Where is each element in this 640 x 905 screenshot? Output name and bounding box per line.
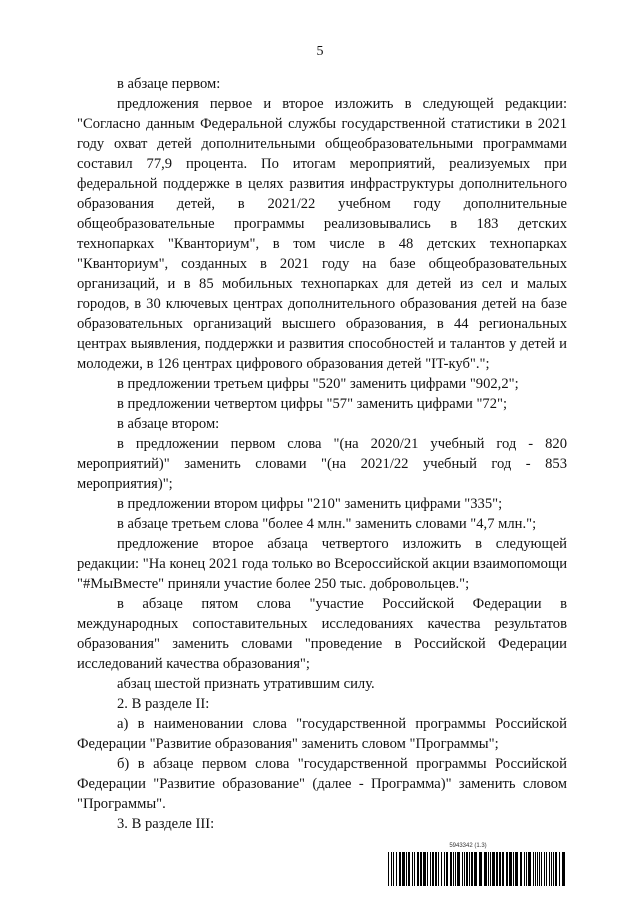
barcode-bar	[393, 852, 394, 886]
barcode-bar	[555, 852, 557, 886]
paragraph: в абзаце первом:	[117, 76, 221, 92]
barcode-bar	[444, 852, 445, 886]
barcode-bar	[553, 852, 554, 886]
barcode-bar	[496, 852, 498, 886]
paragraph: абзац шестой признать утратившим силу.	[117, 676, 375, 692]
barcode-bar	[488, 852, 489, 886]
paragraph: а) в наименовании слова "государственной программы Российской Федерации "Развитие образования" заменить словом "Программы";	[77, 716, 567, 752]
barcode-bar	[526, 852, 527, 886]
barcode-bar	[471, 852, 473, 886]
barcode-bar	[450, 852, 452, 886]
barcode-bar	[502, 852, 504, 886]
barcode-bar	[520, 852, 522, 886]
barcode-bar	[412, 852, 413, 886]
barcode-bar	[469, 852, 470, 886]
barcode-bar	[535, 852, 536, 886]
barcode-bar	[430, 852, 431, 886]
paragraph: в предложении первом слова "(на 2020/21 учебный год - 820 мероприятий)" заменить словами "(на 2021/22 учебный год - 853 мероприятия)";	[77, 436, 567, 492]
barcode-bar	[453, 852, 454, 886]
barcode-bar	[509, 852, 512, 886]
barcode-bar	[562, 852, 565, 886]
barcode-bar	[388, 852, 389, 886]
paragraph: б) в абзаце первом слова "государственной программы Российской Федерации "Развитие образование" (далее - Программа)" заменить словом "Программы".	[77, 756, 567, 812]
barcode-bar	[399, 852, 401, 886]
barcode-bar	[533, 852, 534, 886]
barcode-bar	[432, 852, 434, 886]
document-body	[77, 74, 567, 834]
barcode-bar	[414, 852, 415, 886]
barcode-bar	[524, 852, 525, 886]
barcode-bar	[457, 852, 460, 886]
barcode-bar	[402, 852, 405, 886]
barcode-bar	[541, 852, 542, 886]
barcode-bar	[391, 852, 392, 886]
barcode-bar	[537, 852, 538, 886]
barcode-caption: 5943342 (1.3)	[449, 843, 487, 849]
paragraph: в абзаце втором:	[117, 416, 220, 432]
barcode-bar	[420, 852, 422, 886]
barcode-bar	[513, 852, 514, 886]
barcode-bar	[479, 852, 482, 886]
barcode-bar	[464, 852, 465, 886]
barcode-bar	[423, 852, 426, 886]
barcode-bar	[499, 852, 501, 886]
paragraph: предложения первое и второе изложить в следующей редакции: "Согласно данным Федеральной службы государственной статистики в 2021 году охват детей дополнительными общеобразовательными программами составил 77,9 процента. По итогам мероприятий, реализуемых при федеральной поддержке в целях развития инфраструктуры дополнительного образования детей, в 2021/22 учебном году дополнительные общеобразовательные программы реализовывались в 183 детских технопарках "Кванториум", в том числе в 48 детских технопарках "Кванториум", созданных в 2021 году на базе общеобразовательных организаций, и в 85 мобильных технопарках для детей из сел и малых городов, в 30 ключевых центрах дополнительного образования детей на базе образовательных организаций высшего образования, в 44 региональных центрах выявления, поддержки и развития способностей и талантов у детей и молодежи, в 126 центрах цифрового образования детей "IT-куб".";	[77, 96, 567, 372]
paragraph: 2. В разделе II:	[117, 696, 210, 712]
barcode-bar	[446, 852, 448, 886]
paragraph: в абзаце третьем слова "более 4 млн." заменить словами "4,7 млн.";	[117, 516, 537, 532]
barcode-bar	[544, 852, 545, 886]
barcode-bar	[515, 852, 518, 886]
barcode-bar	[539, 852, 540, 886]
barcode-bar	[462, 852, 463, 886]
barcode-bar	[466, 852, 468, 886]
barcode-bar	[435, 852, 437, 886]
barcode-bar	[506, 852, 508, 886]
barcode-bar	[406, 852, 407, 886]
paragraph: в предложении втором цифры "210" заменить цифрами "335";	[117, 496, 503, 512]
barcode-bar	[396, 852, 397, 886]
barcode-bar	[549, 852, 550, 886]
barcode-bar	[559, 852, 560, 886]
paragraph: предложение второе абзаца четвертого изложить в следующей редакции: "На конец 2021 года только во Всероссийской акции взаимопомощи "#МыВместе" приняли участие более 250 тыс. добровольцев.";	[77, 536, 567, 592]
barcode-bar	[427, 852, 428, 886]
barcode-bar	[474, 852, 477, 886]
barcode-bar	[455, 852, 456, 886]
barcode-bar	[492, 852, 495, 886]
page-number: 5	[316, 44, 324, 59]
paragraph: в предложении четвертом цифры "57" заменить цифрами "72";	[117, 396, 508, 412]
barcode-bar	[408, 852, 410, 886]
barcode-bar	[528, 852, 531, 886]
barcode-bar	[546, 852, 547, 886]
paragraph: в предложении третьем цифры "520" заменить цифрами "902,2";	[117, 376, 519, 392]
barcode-bar	[417, 852, 419, 886]
barcode-bar	[490, 852, 491, 886]
barcode-bar	[551, 852, 552, 886]
paragraph: 3. В разделе III:	[117, 816, 215, 832]
barcode-image	[388, 852, 568, 886]
paragraph: в абзаце пятом слова "участие Российской Федерации в международных сопоставительных исследованиях качества результатов образования" заменить словами "проведение в Российской Федерации исследований качества образования";	[77, 596, 567, 672]
barcode-bar	[441, 852, 442, 886]
barcode-bar	[438, 852, 439, 886]
document-barcode	[388, 842, 568, 888]
barcode-bar	[484, 852, 487, 886]
